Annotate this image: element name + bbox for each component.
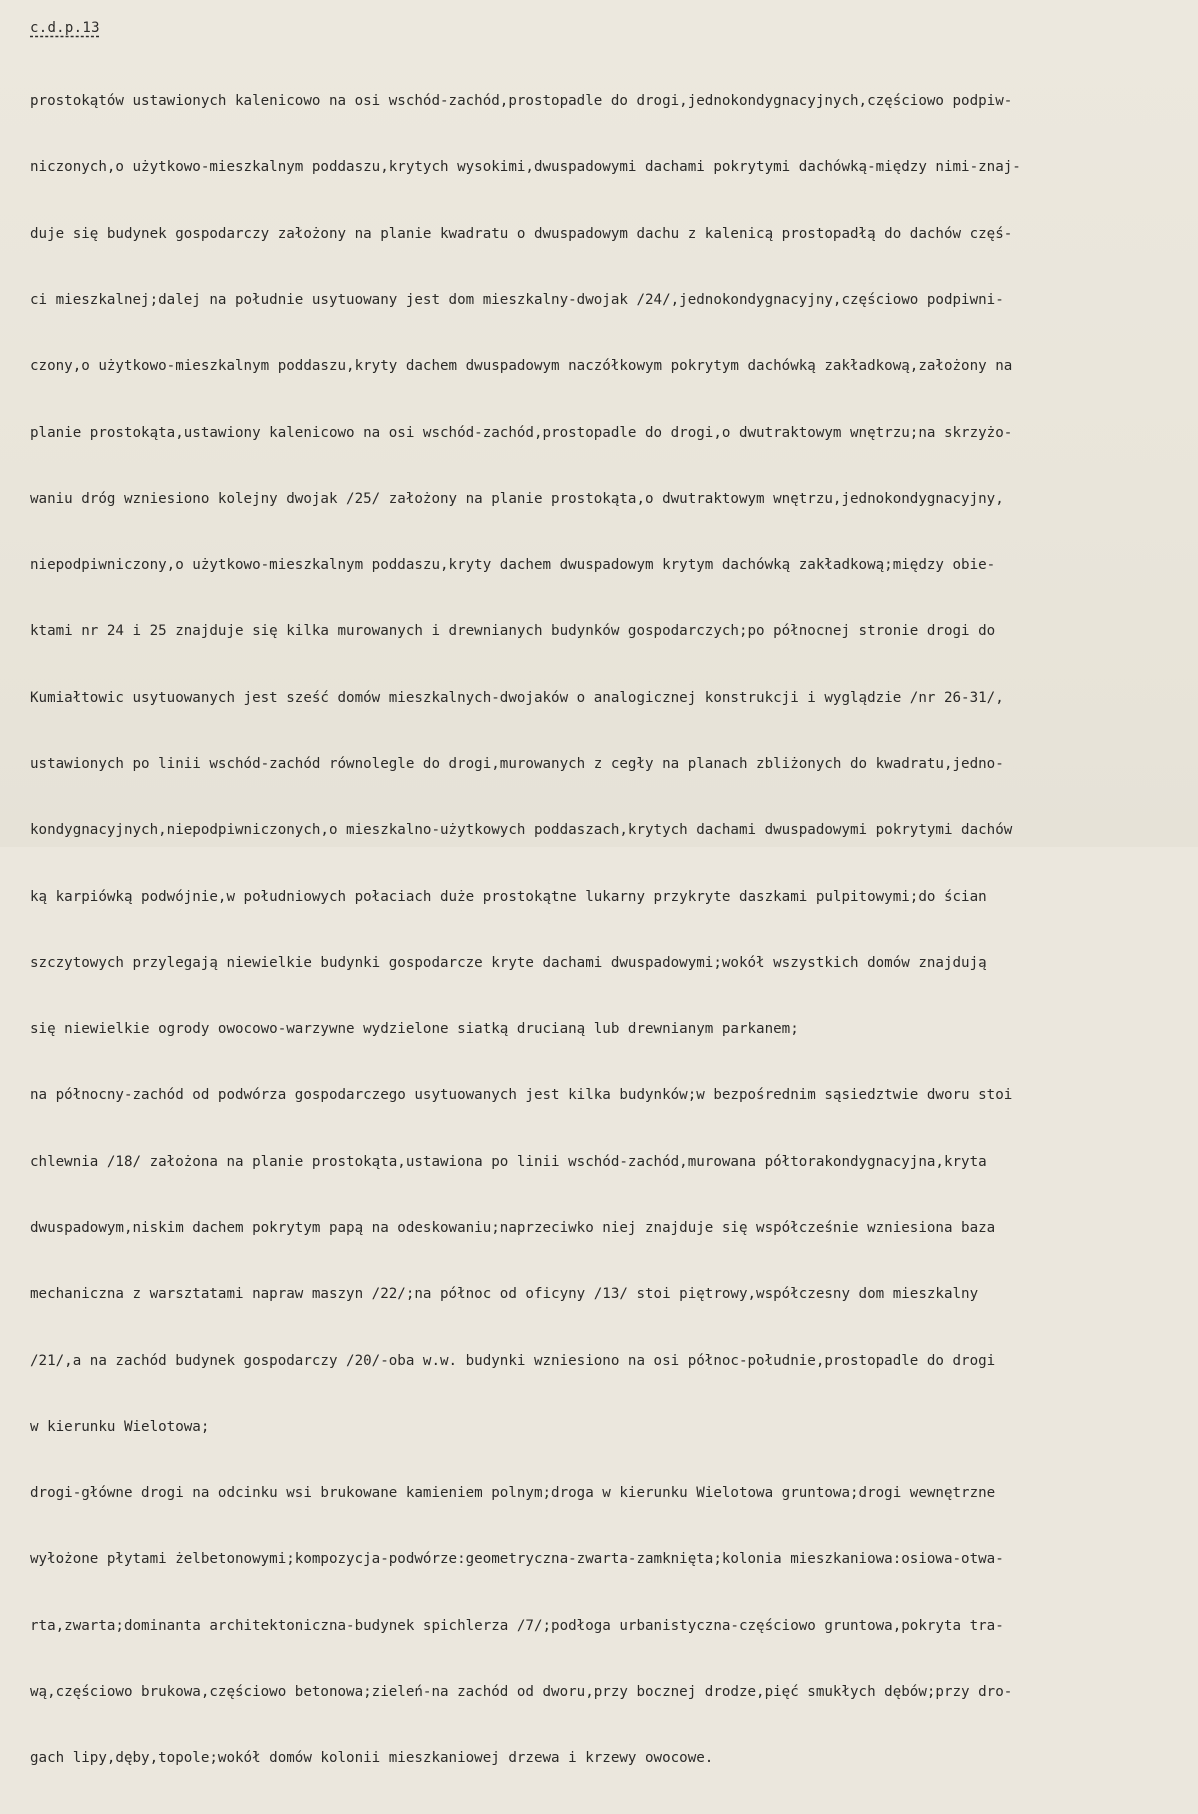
text-line: waniu dróg wzniesiono kolejny dwojak /25/ założony na planie prostokąta,o dwutraktowym wnętrzu,jednokondygnacyjny, (30, 490, 1004, 507)
page-reference-text: c.d.p.13 (30, 20, 100, 36)
text-line: niepodpiwniczony,o użytkowo-mieszkalnym poddaszu,kryty dachem dwuspadowym krytym dachówką zakładkową;między obie- (30, 557, 996, 574)
text-line: Kumiałtowic usytuowanych jest sześć domów mieszkalnych-dwojaków o analogicznej konstrukcji i wyglądzie /nr 26-31/, (30, 689, 1004, 706)
text-line: szczytowych przylegają niewielkie budynki gospodarcze kryte dachami dwuspadowymi;wokół wszystkich domów znajdują (30, 954, 987, 971)
text-line: wyłożone płytami żelbetonowymi;kompozycja-podwórze:geometryczna-zwarta-zamknięta;kolonia mieszkaniowa:osiowa-otwa- (30, 1551, 1004, 1568)
text-line: kondygnacyjnych,niepodpiwniczonych,o mieszkalno-użytkowych poddaszach,krytych dachami dwuspadowymi pokrytymi dachów (30, 822, 1013, 839)
text-line: rta,zwarta;dominanta architektoniczna-budynek spichlerza /7/;podłoga urbanistyczna-częściowo gruntowa,pokryta tra- (30, 1617, 1004, 1634)
text-line: czony,o użytkowo-mieszkalnym poddaszu,kryty dachem dwuspadowym naczółkowym pokrytym dachówką zakładkową,założony na (30, 358, 1013, 375)
text-line: wą,częściowo brukowa,częściowo betonowa;zieleń-na zachód od dworu,przy bocznej drodze,pięć smukłych dębów;przy dro- (30, 1683, 1013, 1700)
text-line: ktami nr 24 i 25 znajduje się kilka murowanych i drewnianych budynków gospodarczych;po północnej stronie drogi do (30, 623, 996, 640)
text-line: się niewielkie ogrody owocowo-warzywne wydzielone siatką drucianą lub drewnianym parkanem; (30, 1021, 799, 1038)
text-line: na północny-zachód od podwórza gospodarczego usytuowanych jest kilka budynków;w bezpośrednim sąsiedztwie dworu stoi (30, 1087, 1013, 1104)
document-body (30, 46, 1190, 1814)
text-line: chlewnia /18/ założona na planie prostokąta,ustawiona po linii wschód-zachód,murowana półtorakondygnacyjna,kryta (30, 1153, 987, 1170)
text-line: drogi-główne drogi na odcinku wsi brukowane kamieniem polnym;droga w kierunku Wielotowa gruntowa;drogi wewnętrzne (30, 1485, 996, 1502)
text-line: dwuspadowym,niskim dachem pokrytym papą na odeskowaniu;naprzeciwko niej znajduje się współcześnie wzniesiona baza (30, 1219, 996, 1236)
page-reference (30, 20, 100, 36)
text-line: planie prostokąta,ustawiony kalenicowo na osi wschód-zachód,prostopadle do drogi,o dwutraktowym wnętrzu;na skrzyżo- (30, 424, 1013, 441)
text-line: ką karpiówką podwójnie,w południowych połaciach duże prostokątne lukarny przykryte daszkami pulpitowymi;do ścian (30, 888, 987, 905)
text-line: prostokątów ustawionych kalenicowo na osi wschód-zachód,prostopadle do drogi,jednokondygnacyjnych,częściowo podpiw- (30, 93, 1013, 110)
text-line: ustawionych po linii wschód-zachód równolegle do drogi,murowanych z cegły na planach zbliżonych do kwadratu,jedno- (30, 756, 1004, 772)
text-line: duje się budynek gospodarczy założony na planie kwadratu o dwuspadowym dachu z kalenicą prostopadłą do dachów częś- (30, 225, 1013, 242)
text-line: mechaniczna z warsztatami napraw maszyn /22/;na północ od oficyny /13/ stoi piętrowy,współczesny dom mieszkalny (30, 1286, 979, 1303)
text-line: /21/,a na zachód budynek gospodarczy /20/-oba w.w. budynki wzniesiono na osi północ-południe,prostopadle do drogi (30, 1352, 996, 1369)
text-line: w kierunku Wielotowa; (30, 1418, 210, 1435)
text-line: ci mieszkalnej;dalej na południe usytuowany jest dom mieszkalny-dwojak /24/,jednokondygnacyjny,częściowo podpiwni- (30, 292, 1004, 309)
text-line: niczonych,o użytkowo-mieszkalnym poddaszu,krytych wysokimi,dwuspadowymi dachami pokrytymi dachówką-między nimi-znaj- (30, 159, 1021, 176)
text-line: gach lipy,dęby,topole;wokół domów kolonii mieszkaniowej drzewa i krzewy owocowe. (30, 1750, 714, 1767)
